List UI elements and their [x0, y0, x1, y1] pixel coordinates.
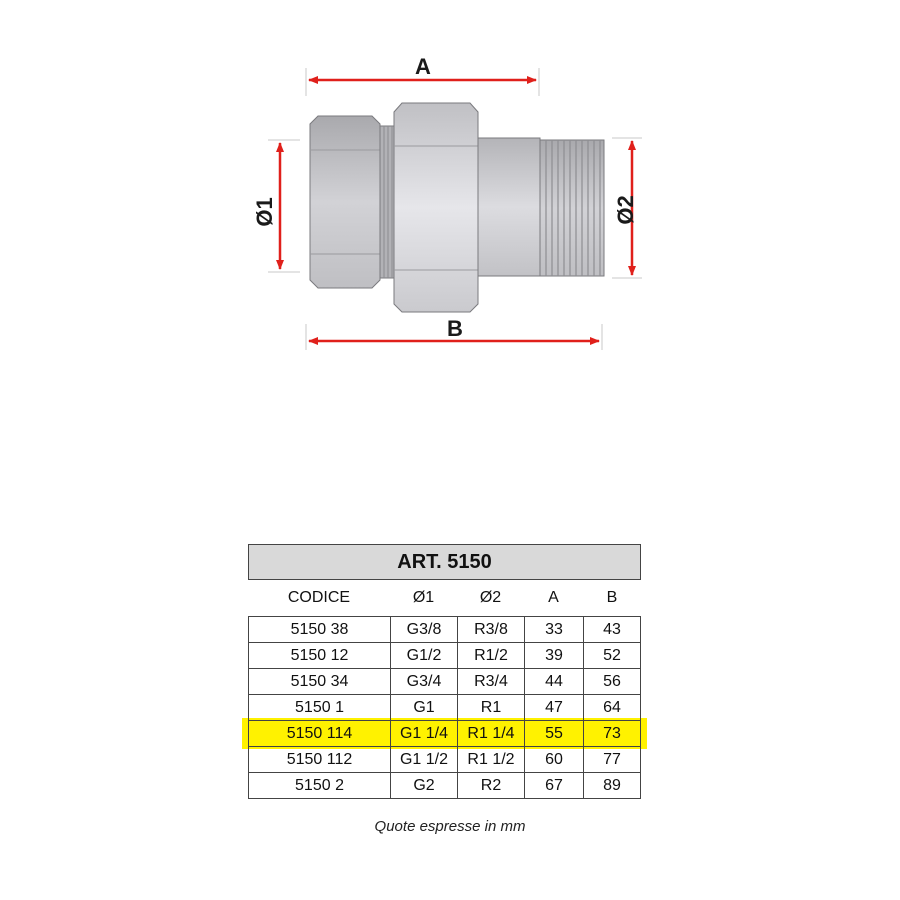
table-header	[248, 580, 641, 616]
cell-d2: R1 1/4	[457, 721, 524, 746]
header-codice: CODICE	[287, 589, 351, 606]
cell-codice: 5150 112	[248, 747, 390, 772]
cell-b: 89	[583, 773, 641, 798]
cell-d1: G1 1/2	[390, 747, 457, 772]
cell-a: 60	[524, 747, 583, 772]
table-row	[248, 617, 641, 643]
units-note: Quote espresse in mm	[374, 818, 526, 835]
table-row	[248, 773, 641, 799]
cell-b: 64	[583, 695, 641, 720]
cell-d1: G1/2	[390, 643, 457, 668]
dimension-d2-label: Ø2	[613, 195, 638, 225]
cell-d2: R3/4	[457, 669, 524, 694]
dimension-d1-label: Ø1	[252, 197, 277, 227]
cell-a: 39	[524, 643, 583, 668]
header-a: A	[548, 589, 559, 606]
dimension-b-label: B	[447, 316, 463, 341]
cell-b: 43	[583, 617, 641, 642]
cell-a: 47	[524, 695, 583, 720]
spec-table	[248, 544, 641, 799]
cell-d2: R3/8	[457, 617, 524, 642]
cell-d2: R1 1/2	[457, 747, 524, 772]
fitting-body	[310, 103, 604, 312]
dimension-b	[306, 316, 602, 350]
header-b: B	[606, 589, 618, 606]
dimension-a	[306, 54, 539, 96]
dimension-a-label: A	[415, 54, 431, 79]
cell-codice: 5150 38	[248, 617, 390, 642]
cell-d1: G3/4	[390, 669, 457, 694]
cell-b: 52	[583, 643, 641, 668]
table-row	[248, 643, 641, 669]
cell-d2: R1	[457, 695, 524, 720]
cell-d1: G1 1/4	[390, 721, 457, 746]
cell-codice: 5150 12	[248, 643, 390, 668]
dimension-d2	[612, 138, 642, 278]
cell-d2: R1/2	[457, 643, 524, 668]
cell-codice: 5150 114	[248, 721, 390, 746]
fitting-drawing	[0, 0, 900, 420]
cell-b: 77	[583, 747, 641, 772]
cell-codice: 5150 34	[248, 669, 390, 694]
cell-b: 73	[583, 721, 641, 746]
table-row	[248, 669, 641, 695]
cell-b: 56	[583, 669, 641, 694]
table-row	[248, 695, 641, 721]
table-title: ART. 5150	[248, 544, 641, 580]
cell-a: 55	[524, 721, 583, 746]
table-row-highlighted	[248, 721, 641, 747]
cell-d1: G3/8	[390, 617, 457, 642]
cell-codice: 5150 1	[248, 695, 390, 720]
dimension-d1	[252, 140, 300, 272]
cell-d1: G1	[390, 695, 457, 720]
table-body	[248, 616, 641, 799]
header-d1: Ø1	[412, 589, 435, 606]
cell-d2: R2	[457, 773, 524, 798]
cell-a: 44	[524, 669, 583, 694]
cell-codice: 5150 2	[248, 773, 390, 798]
header-d2: Ø2	[479, 589, 502, 606]
cell-a: 33	[524, 617, 583, 642]
cell-d1: G2	[390, 773, 457, 798]
cell-a: 67	[524, 773, 583, 798]
table-row	[248, 747, 641, 773]
